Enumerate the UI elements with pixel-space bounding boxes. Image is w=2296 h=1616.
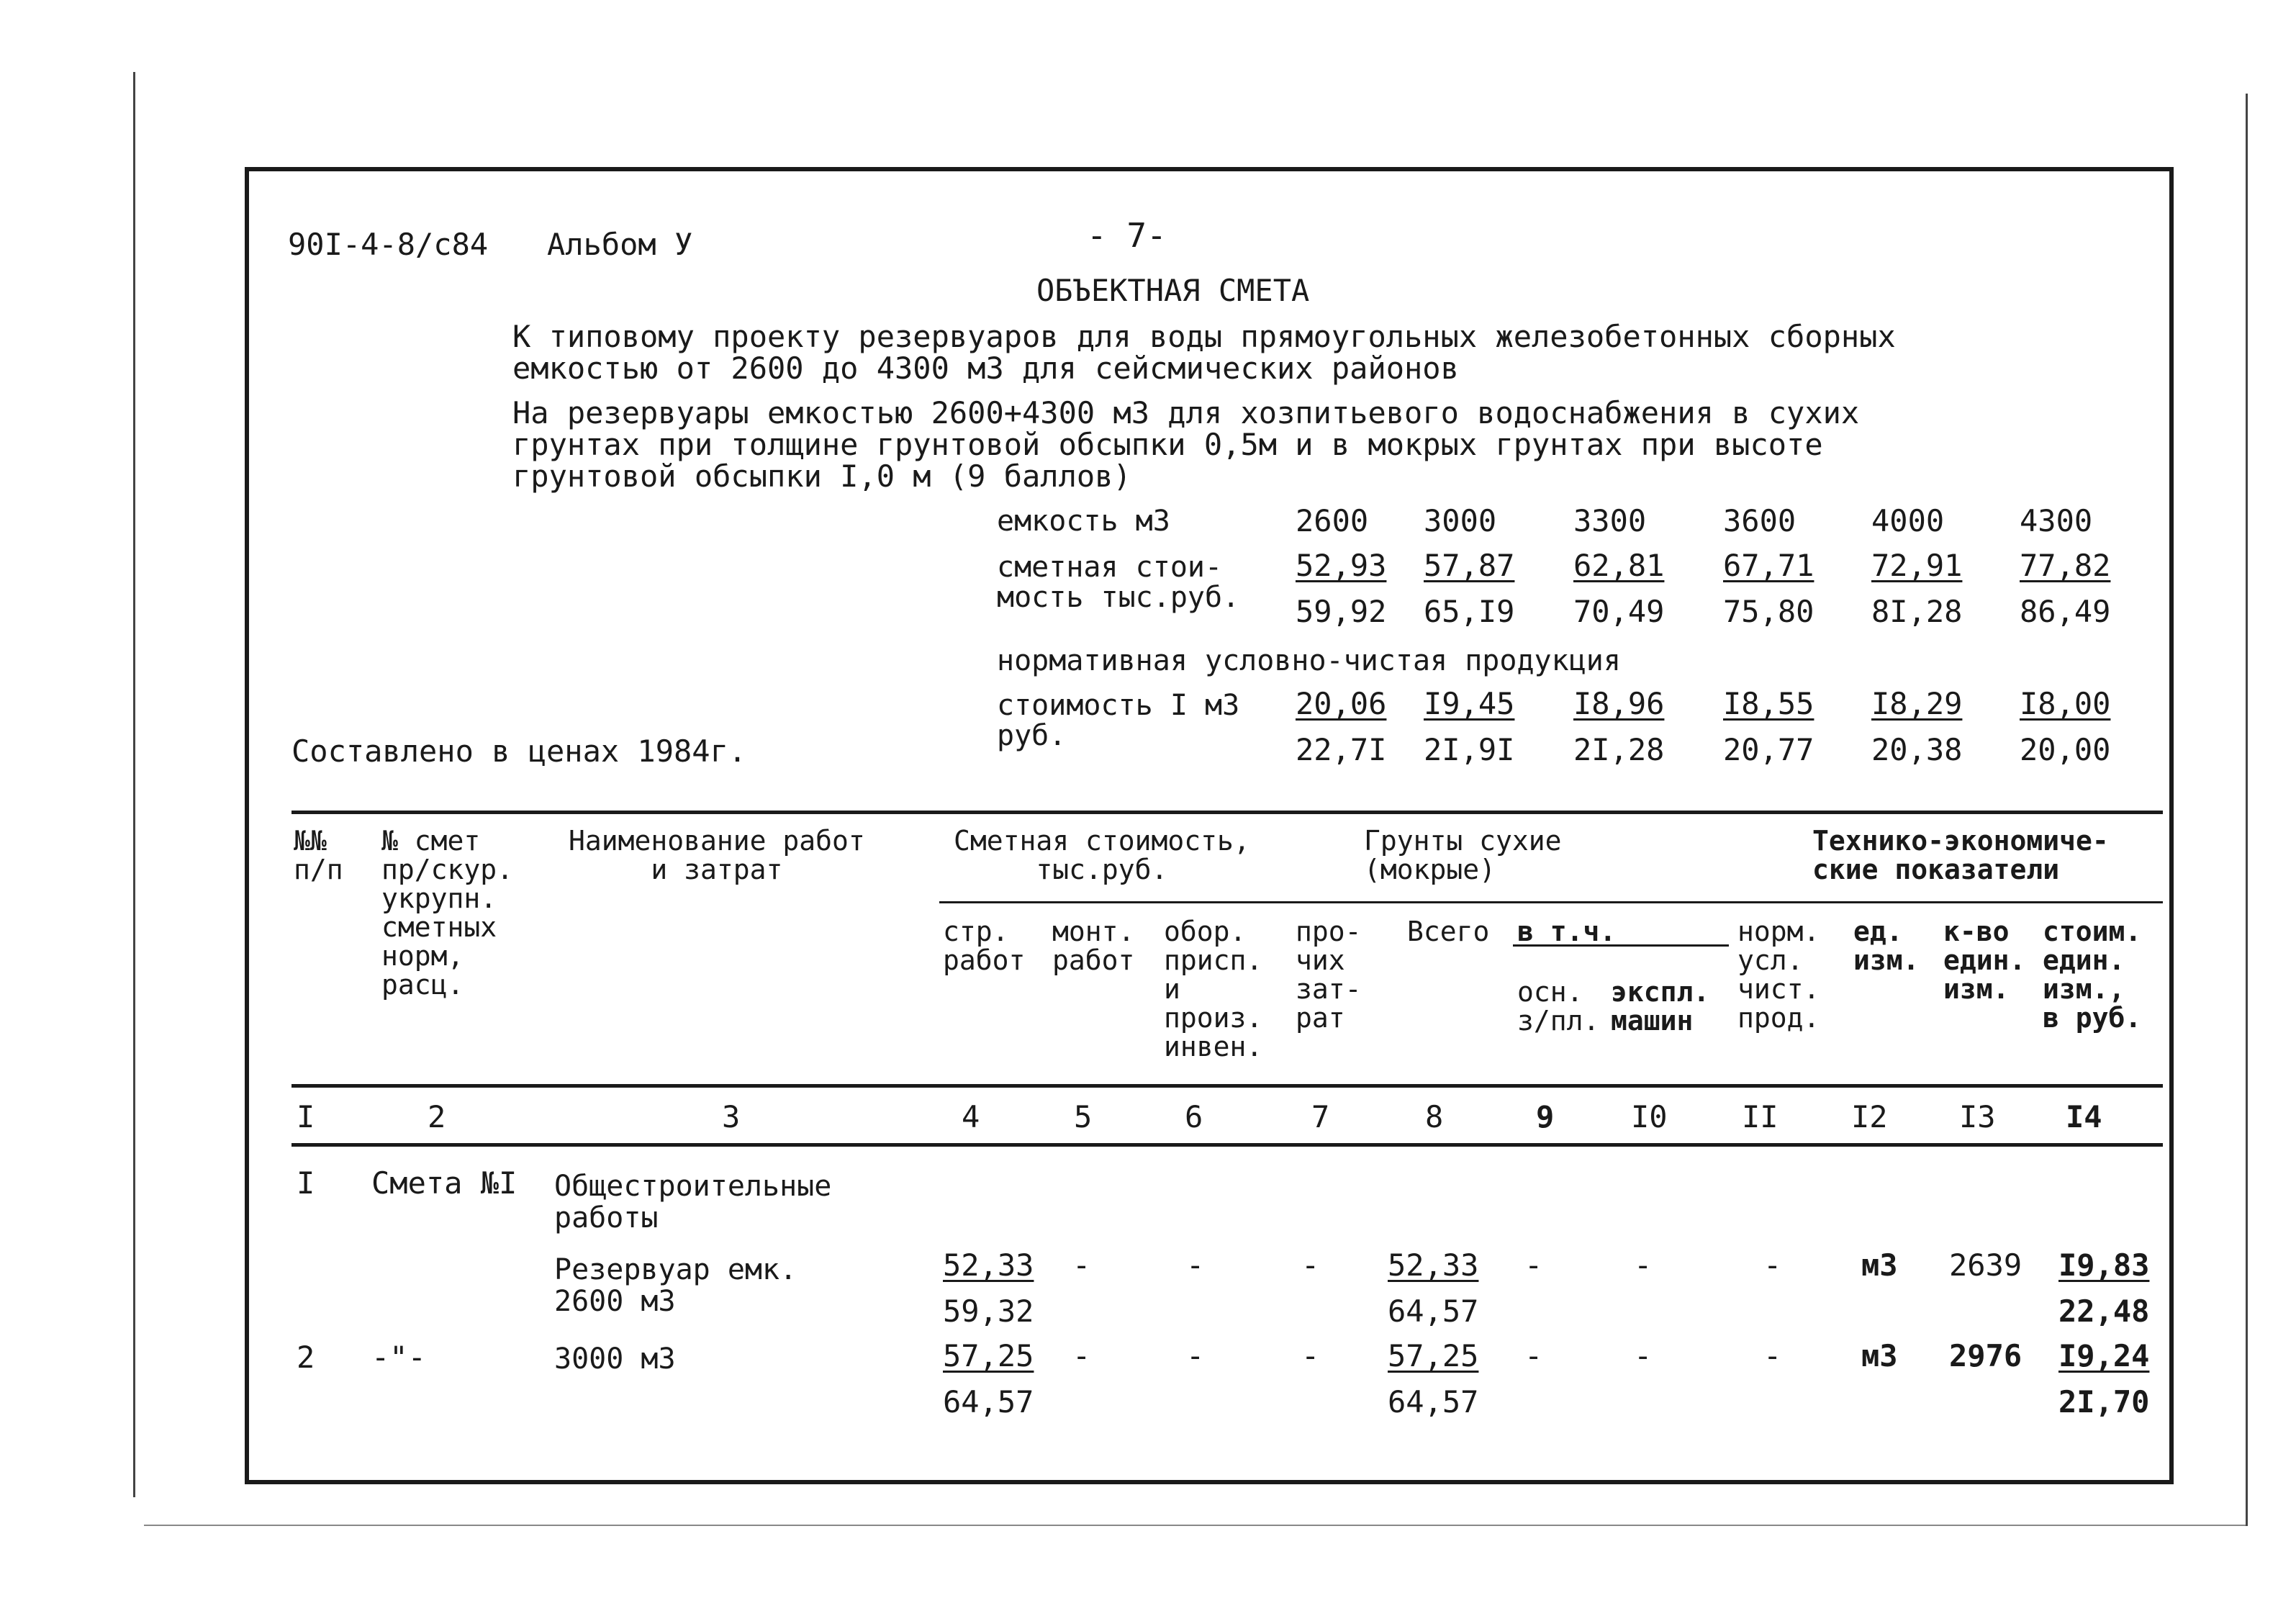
capacity-4: 3600 bbox=[1723, 503, 1796, 538]
cost-wet-4: 75,80 bbox=[1723, 594, 1814, 629]
col-num-6: 6 bbox=[1185, 1099, 1203, 1134]
col-num-8: 8 bbox=[1425, 1099, 1444, 1134]
header-c7: про- чих зат- рат bbox=[1296, 916, 1362, 1034]
row2-work-name: 3000 м3 bbox=[554, 1342, 676, 1376]
cost-dry-4: 67,71 bbox=[1723, 548, 1814, 583]
row1b-c12: м3 bbox=[1861, 1247, 1898, 1283]
scan-edge-right bbox=[2246, 94, 2248, 1526]
row1b-c4-dry: 52,33 bbox=[943, 1247, 1034, 1283]
cost-dry-3: 62,81 bbox=[1573, 548, 1665, 583]
row1b-c4-wet: 59,32 bbox=[943, 1294, 1034, 1329]
row1b-c6: - bbox=[1186, 1247, 1205, 1283]
row1b-c10: - bbox=[1634, 1247, 1653, 1283]
norm-product-label: нормативная условно-чистая продукция bbox=[997, 644, 1621, 677]
page-number: - 7- bbox=[1087, 216, 1167, 255]
row1b-c9: - bbox=[1524, 1247, 1543, 1283]
unit-dry-3: I8,96 bbox=[1573, 686, 1665, 721]
unit-dry-4: I8,55 bbox=[1723, 686, 1814, 721]
cost-wet-2: 65,I9 bbox=[1424, 594, 1515, 629]
scan-edge-left bbox=[133, 72, 135, 1497]
cost-dry-1: 52,93 bbox=[1296, 548, 1387, 583]
composed-in-prices: Составлено в ценах 1984г. bbox=[291, 733, 747, 769]
row2-number: 2 bbox=[297, 1340, 315, 1375]
row1b-c8-dry: 52,33 bbox=[1388, 1247, 1479, 1283]
cost-dry-5: 72,91 bbox=[1871, 548, 1963, 583]
row1b-work-name: Резервуар емк. 2600 м3 bbox=[554, 1253, 797, 1318]
row2-c14-dry: I9,24 bbox=[2058, 1338, 2150, 1373]
row1-number: I bbox=[297, 1165, 315, 1201]
unit-wet-6: 20,00 bbox=[2020, 732, 2111, 767]
col-num-11: II bbox=[1742, 1099, 1779, 1134]
col-num-14: I4 bbox=[2066, 1099, 2102, 1134]
row1b-c13: 2639 bbox=[1949, 1247, 2022, 1283]
header-c14: стоим. един. изм., в руб. bbox=[2043, 916, 2142, 1034]
header-c12: ед. изм. bbox=[1853, 916, 1920, 976]
header-group-tech: Технико-экономиче- ские показатели bbox=[1812, 825, 2109, 885]
col-num-13: I3 bbox=[1959, 1099, 1996, 1134]
col-num-5: 5 bbox=[1074, 1099, 1093, 1134]
group-header-rule bbox=[939, 901, 2163, 903]
row1-estimate: Смета №I bbox=[371, 1165, 517, 1201]
col-num-1: I bbox=[297, 1099, 315, 1134]
header-estimate-number: № смет пр/скур. укрупн. сметных норм, расц. bbox=[381, 825, 514, 1001]
subtitle-line-2: емкостью от 2600 до 4300 м3 для сейсмических районов bbox=[512, 351, 1459, 386]
col-num-4: 4 bbox=[962, 1099, 980, 1134]
header-incl: в т.ч. bbox=[1517, 916, 1617, 947]
row2-c6: - bbox=[1186, 1338, 1205, 1373]
description-line-1: На резервуары емкостью 2600+4300 м3 для хозпитьевого водоснабжения в сухих bbox=[512, 395, 1860, 430]
capacity-label: емкость м3 bbox=[997, 505, 1170, 538]
unit-dry-2: I9,45 bbox=[1424, 686, 1515, 721]
header-c11: норм. усл. чист. прод. bbox=[1737, 916, 1820, 1034]
unit-dry-5: I8,29 bbox=[1871, 686, 1963, 721]
capacity-2: 3000 bbox=[1424, 503, 1497, 538]
row2-c4-dry: 57,25 bbox=[943, 1338, 1034, 1373]
cost-label-1: сметная стои- bbox=[997, 551, 1223, 584]
row2-c5: - bbox=[1072, 1338, 1091, 1373]
unit-cost-label-1: стоимость I м3 bbox=[997, 689, 1240, 722]
capacity-6: 4300 bbox=[2020, 503, 2093, 538]
row1b-c5: - bbox=[1072, 1247, 1091, 1283]
row2-c11: - bbox=[1763, 1338, 1782, 1373]
header-row-number: №№ п/п bbox=[294, 825, 343, 885]
cost-wet-3: 70,49 bbox=[1573, 594, 1665, 629]
header-group-cost: Сметная стоимость, тыс.руб. bbox=[954, 825, 1250, 885]
header-c10: экспл. машин bbox=[1611, 976, 1710, 1037]
row2-c8-wet: 64,57 bbox=[1388, 1384, 1479, 1419]
cost-wet-5: 8I,28 bbox=[1871, 594, 1963, 629]
doc-code: 90I-4-8/с84 bbox=[288, 227, 489, 262]
row2-c8-dry: 57,25 bbox=[1388, 1338, 1479, 1373]
table-top-rule bbox=[291, 811, 2163, 814]
row2-c4-wet: 64,57 bbox=[943, 1384, 1034, 1419]
col-num-9: 9 bbox=[1536, 1099, 1555, 1134]
cost-wet-1: 59,92 bbox=[1296, 594, 1387, 629]
capacity-1: 2600 bbox=[1296, 503, 1369, 538]
cost-wet-6: 86,49 bbox=[2020, 594, 2111, 629]
row1b-c14-dry: I9,83 bbox=[2058, 1247, 2150, 1283]
unit-cost-label-2: руб. bbox=[997, 719, 1067, 752]
header-c8: Всего bbox=[1407, 916, 1490, 947]
subtitle-line-1: К типовому проекту резервуаров для воды прямоугольных железобетонных сборных bbox=[512, 319, 1896, 354]
col-num-12: I2 bbox=[1851, 1099, 1888, 1134]
album-label: Альбом У bbox=[547, 227, 693, 262]
cost-label-2: мость тыс.руб. bbox=[997, 581, 1240, 614]
col-num-3: 3 bbox=[722, 1099, 741, 1134]
header-c13: к-во един. изм. bbox=[1943, 916, 2026, 1005]
unit-dry-6: I8,00 bbox=[2020, 686, 2111, 721]
header-c5: монт. работ bbox=[1052, 916, 1135, 976]
page-title: ОБЪЕКТНАЯ СМЕТА bbox=[1036, 273, 1310, 308]
row2-c13: 2976 bbox=[1949, 1338, 2022, 1373]
row1b-c11: - bbox=[1763, 1247, 1782, 1283]
row1-work-name: Общестроительные работы bbox=[554, 1170, 832, 1234]
row1b-c14-wet: 22,48 bbox=[2058, 1294, 2150, 1329]
row2-estimate: -"- bbox=[371, 1340, 426, 1375]
cost-dry-6: 77,82 bbox=[2020, 548, 2111, 583]
row1b-c8-wet: 64,57 bbox=[1388, 1294, 1479, 1329]
row2-c12: м3 bbox=[1861, 1338, 1898, 1373]
row1b-c7: - bbox=[1301, 1247, 1320, 1283]
row2-c7: - bbox=[1301, 1338, 1320, 1373]
scan-edge-bottom bbox=[144, 1525, 2246, 1526]
capacity-3: 3300 bbox=[1573, 503, 1647, 538]
header-c9: осн. з/пл. bbox=[1517, 976, 1600, 1037]
header-group-soil: Грунты сухие (мокрые) bbox=[1364, 825, 1562, 885]
header-c6: обор. присп. и произ. инвен. bbox=[1164, 916, 1263, 1062]
capacity-5: 4000 bbox=[1871, 503, 1945, 538]
col-num-7: 7 bbox=[1311, 1099, 1330, 1134]
unit-wet-1: 22,7I bbox=[1296, 732, 1387, 767]
unit-wet-5: 20,38 bbox=[1871, 732, 1963, 767]
col-num-10: I0 bbox=[1631, 1099, 1668, 1134]
unit-wet-3: 2I,28 bbox=[1573, 732, 1665, 767]
header-c4: стр. работ bbox=[943, 916, 1026, 976]
row2-c10: - bbox=[1634, 1338, 1653, 1373]
header-bottom-rule bbox=[291, 1084, 2163, 1088]
unit-wet-2: 2I,9I bbox=[1424, 732, 1515, 767]
row2-c14-wet: 2I,70 bbox=[2058, 1384, 2150, 1419]
unit-dry-1: 20,06 bbox=[1296, 686, 1387, 721]
unit-wet-4: 20,77 bbox=[1723, 732, 1814, 767]
row2-c9: - bbox=[1524, 1338, 1543, 1373]
header-work-name: Наименование работ и затрат bbox=[569, 825, 865, 885]
col-num-2: 2 bbox=[428, 1099, 446, 1134]
description-line-3: грунтовой обсыпки I,0 м (9 баллов) bbox=[512, 459, 1131, 494]
col-number-rule bbox=[291, 1143, 2163, 1147]
description-line-2: грунтах при толщине грунтовой обсыпки 0,5м и в мокрых грунтах при высоте bbox=[512, 427, 1823, 462]
cost-dry-2: 57,87 bbox=[1424, 548, 1515, 583]
